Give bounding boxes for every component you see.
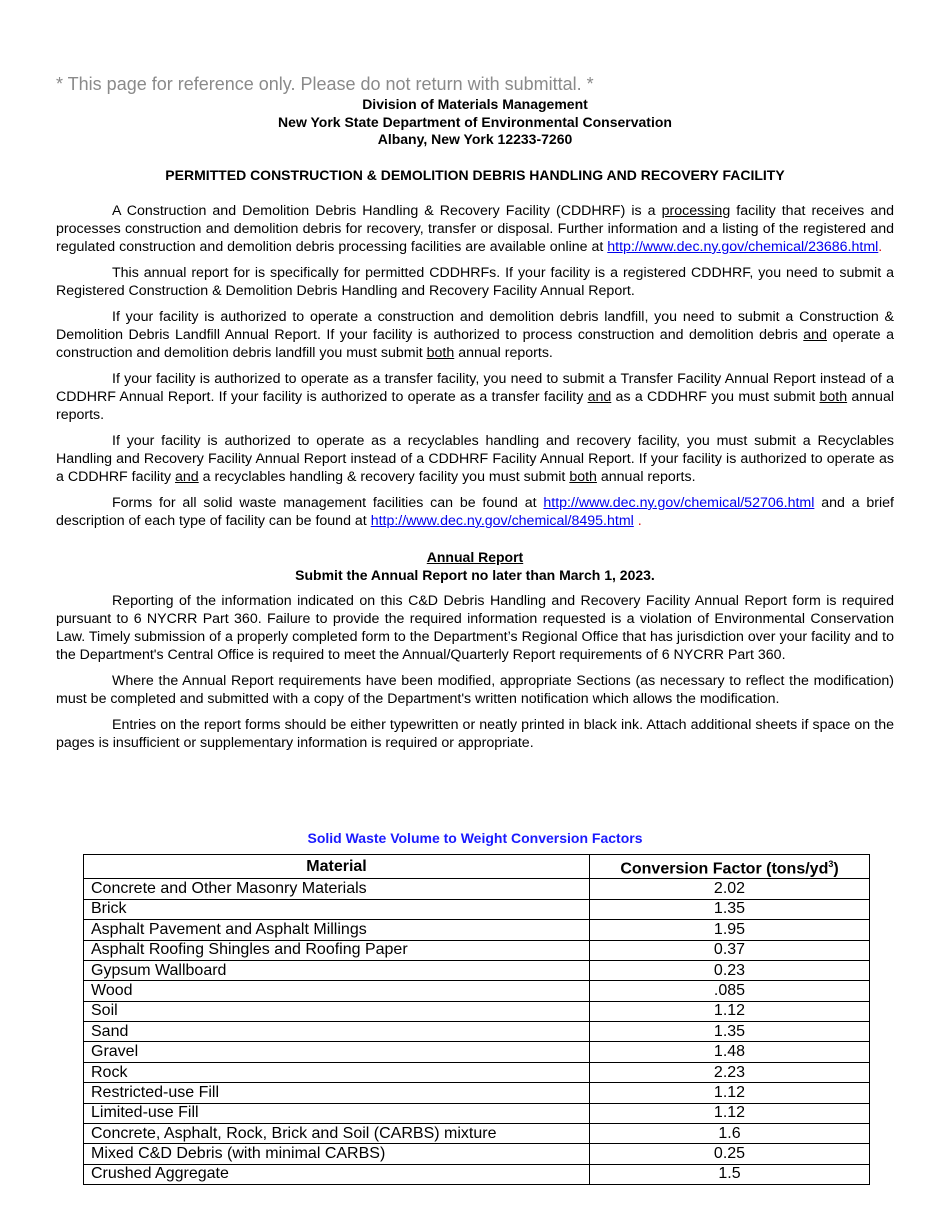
- factor-cell: 1.48: [590, 1042, 870, 1062]
- division-name: Division of Materials Management: [362, 96, 588, 112]
- table-row: [84, 899, 870, 919]
- text: A Construction and Demolition Debris Handling & Recovery Facility (CDDHRF) is a: [112, 203, 662, 219]
- table-row: [84, 1022, 870, 1042]
- underlined-text: processing: [661, 203, 731, 219]
- text: annual reports.: [56, 389, 894, 423]
- text: .: [633, 513, 642, 529]
- text: a recyclables handling & recovery facility you must submit: [198, 469, 570, 485]
- factor-cell: 2.23: [590, 1062, 870, 1082]
- table-row: [84, 1062, 870, 1082]
- paragraph: [56, 672, 894, 708]
- factor-cell: 2.02: [590, 879, 870, 899]
- text: If your facility is authorized to operate a construction and demolition debris landfill, you need to submit a Construction & Demolition Debris Landfill Annual Report. If your facility is authorized to process construction and demolition debris: [56, 309, 894, 343]
- paragraph: [56, 494, 894, 530]
- paragraph: [56, 592, 894, 664]
- document-title: PERMITTED CONSTRUCTION & DEMOLITION DEBRIS HANDLING AND RECOVERY FACILITY: [165, 167, 785, 183]
- underlined-text: and: [587, 389, 612, 405]
- material-cell: Rock: [84, 1062, 590, 1082]
- text: If your facility is authorized to operate as a recyclables handling and recovery facility, you must submit a Recyclables Handling and Recovery Facility Annual Report instead of a CDDHRF Facility Annual Report. If your facility is authorized to operate as a CDDHRF facility: [56, 433, 894, 485]
- text: annual reports.: [596, 469, 696, 485]
- factor-cell: 0.23: [590, 960, 870, 980]
- material-cell: Asphalt Roofing Shingles and Roofing Paper: [84, 940, 590, 960]
- text: Forms for all solid waste management facilities can be found at: [112, 495, 544, 511]
- paragraph: [56, 370, 894, 424]
- address: Albany, New York 12233-7260: [377, 131, 573, 147]
- text: Where the Annual Report requirements have been modified, appropriate Sections (as necessary to reflect the modification) must be completed and submitted with a copy of the Department's written notification which allows the modification.: [56, 673, 894, 707]
- table-row: [84, 981, 870, 1001]
- link[interactable]: http://www.dec.ny.gov/chemical/8495.html: [370, 513, 634, 529]
- department-name: New York State Department of Environmental Conservation: [278, 114, 672, 130]
- material-cell: Concrete, Asphalt, Rock, Brick and Soil (CARBS) mixture: [84, 1124, 590, 1144]
- reference-note: * This page for reference only. Please do not return with submittal. *: [56, 74, 594, 94]
- paragraph: [56, 432, 894, 486]
- paragraph: [56, 264, 894, 300]
- text: and a brief description of each type of facility can be found at: [56, 495, 894, 529]
- factor-cell: .085: [590, 981, 870, 1001]
- link[interactable]: http://www.dec.ny.gov/chemical/23686.html: [607, 239, 879, 255]
- factor-cell: 0.37: [590, 940, 870, 960]
- factor-cell: 1.5: [590, 1164, 870, 1184]
- text: Reporting of the information indicated on this C&D Debris Handling and Recovery Facility Annual Report form is required pursuant to 6 NYCRR Part 360. Failure to provide the required information requested is a violation of Environmental Conservation Law. Timely submission of a properly completed form to the Department’s Regional Office that has jurisdiction over your facility and to the Department's Central Office is required to meet the Annual/Quarterly Report requirements of 6 NYCRR Part 360.: [56, 593, 894, 663]
- link[interactable]: http://www.dec.ny.gov/chemical/52706.html: [543, 495, 815, 511]
- text: as a CDDHRF you must submit: [611, 389, 820, 405]
- material-cell: Brick: [84, 899, 590, 919]
- header-text: Conversion Factor (tons/yd: [620, 860, 829, 878]
- material-cell: Restricted-use Fill: [84, 1083, 590, 1103]
- factor-cell: 1.12: [590, 1083, 870, 1103]
- table-row: [84, 1103, 870, 1123]
- annual-report-heading: Annual Report: [426, 549, 524, 565]
- header-conversion-factor: [590, 855, 870, 879]
- underlined-text: both: [569, 469, 597, 485]
- text: Entries on the report forms should be either typewritten or neatly printed in black ink. Attach additional sheets if space on the pages is insufficient or supplementary information is required or appropriate.: [56, 717, 894, 751]
- table-row: [84, 1001, 870, 1021]
- table-row: [84, 940, 870, 960]
- table-row: [84, 960, 870, 980]
- factor-cell: 0.25: [590, 1144, 870, 1164]
- material-cell: Gravel: [84, 1042, 590, 1062]
- underlined-text: and: [175, 469, 199, 485]
- table-row: [84, 1124, 870, 1144]
- text: This annual report for is specifically for permitted CDDHRFs. If your facility is a registered CDDHRF, you need to submit a Registered Construction & Demolition Debris Handling and Recovery Facility Annual Report.: [56, 265, 894, 299]
- table-row: [84, 1144, 870, 1164]
- header-material: Material: [84, 855, 590, 879]
- paragraph: [56, 716, 894, 752]
- material-cell: Crushed Aggregate: [84, 1164, 590, 1184]
- material-cell: Asphalt Pavement and Asphalt Millings: [84, 920, 590, 940]
- table-row: [84, 879, 870, 899]
- header-text-end: ): [833, 860, 839, 878]
- material-cell: Mixed C&D Debris (with minimal CARBS): [84, 1144, 590, 1164]
- table-header-row: [84, 855, 870, 879]
- text: .: [878, 239, 883, 255]
- underlined-text: both: [819, 389, 848, 405]
- text: operate a construction and demolition debris landfill you must submit: [56, 327, 894, 361]
- underlined-text: both: [426, 345, 455, 361]
- underlined-text: and: [803, 327, 827, 343]
- text: facility that receives and processes construction and demolition debris for recovery, transfer or disposal. Further information and a listing of the registered and regulated construction and demolition debris processing facilities are available online at: [56, 203, 894, 255]
- paragraph: [56, 308, 894, 362]
- material-cell: Sand: [84, 1022, 590, 1042]
- table-row: [84, 1083, 870, 1103]
- material-cell: Soil: [84, 1001, 590, 1021]
- text: If your facility is authorized to operate as a transfer facility, you need to submit a Transfer Facility Annual Report instead of a CDDHRF Annual Report. If your facility is authorized to operate as a transfer facility: [56, 371, 894, 405]
- factor-cell: 1.35: [590, 899, 870, 919]
- table-row: [84, 1042, 870, 1062]
- factor-cell: 1.12: [590, 1103, 870, 1123]
- material-cell: Gypsum Wallboard: [84, 960, 590, 980]
- factor-cell: 1.12: [590, 1001, 870, 1021]
- text: annual reports.: [454, 345, 553, 361]
- material-cell: Concrete and Other Masonry Materials: [84, 879, 590, 899]
- header-superscript: 3: [828, 859, 834, 869]
- intro-section: [56, 202, 894, 760]
- table-row: [84, 1164, 870, 1184]
- deadline-text: Submit the Annual Report no later than March 1, 2023.: [295, 567, 655, 583]
- factor-cell: 1.6: [590, 1124, 870, 1144]
- factor-cell: 1.95: [590, 920, 870, 940]
- material-cell: Limited-use Fill: [84, 1103, 590, 1123]
- material-cell: Wood: [84, 981, 590, 1001]
- table-row: [84, 920, 870, 940]
- conversion-factors-table: [83, 854, 870, 1185]
- factor-cell: 1.35: [590, 1022, 870, 1042]
- paragraph: [56, 202, 894, 256]
- table-caption: Solid Waste Volume to Weight Conversion Factors: [307, 830, 643, 846]
